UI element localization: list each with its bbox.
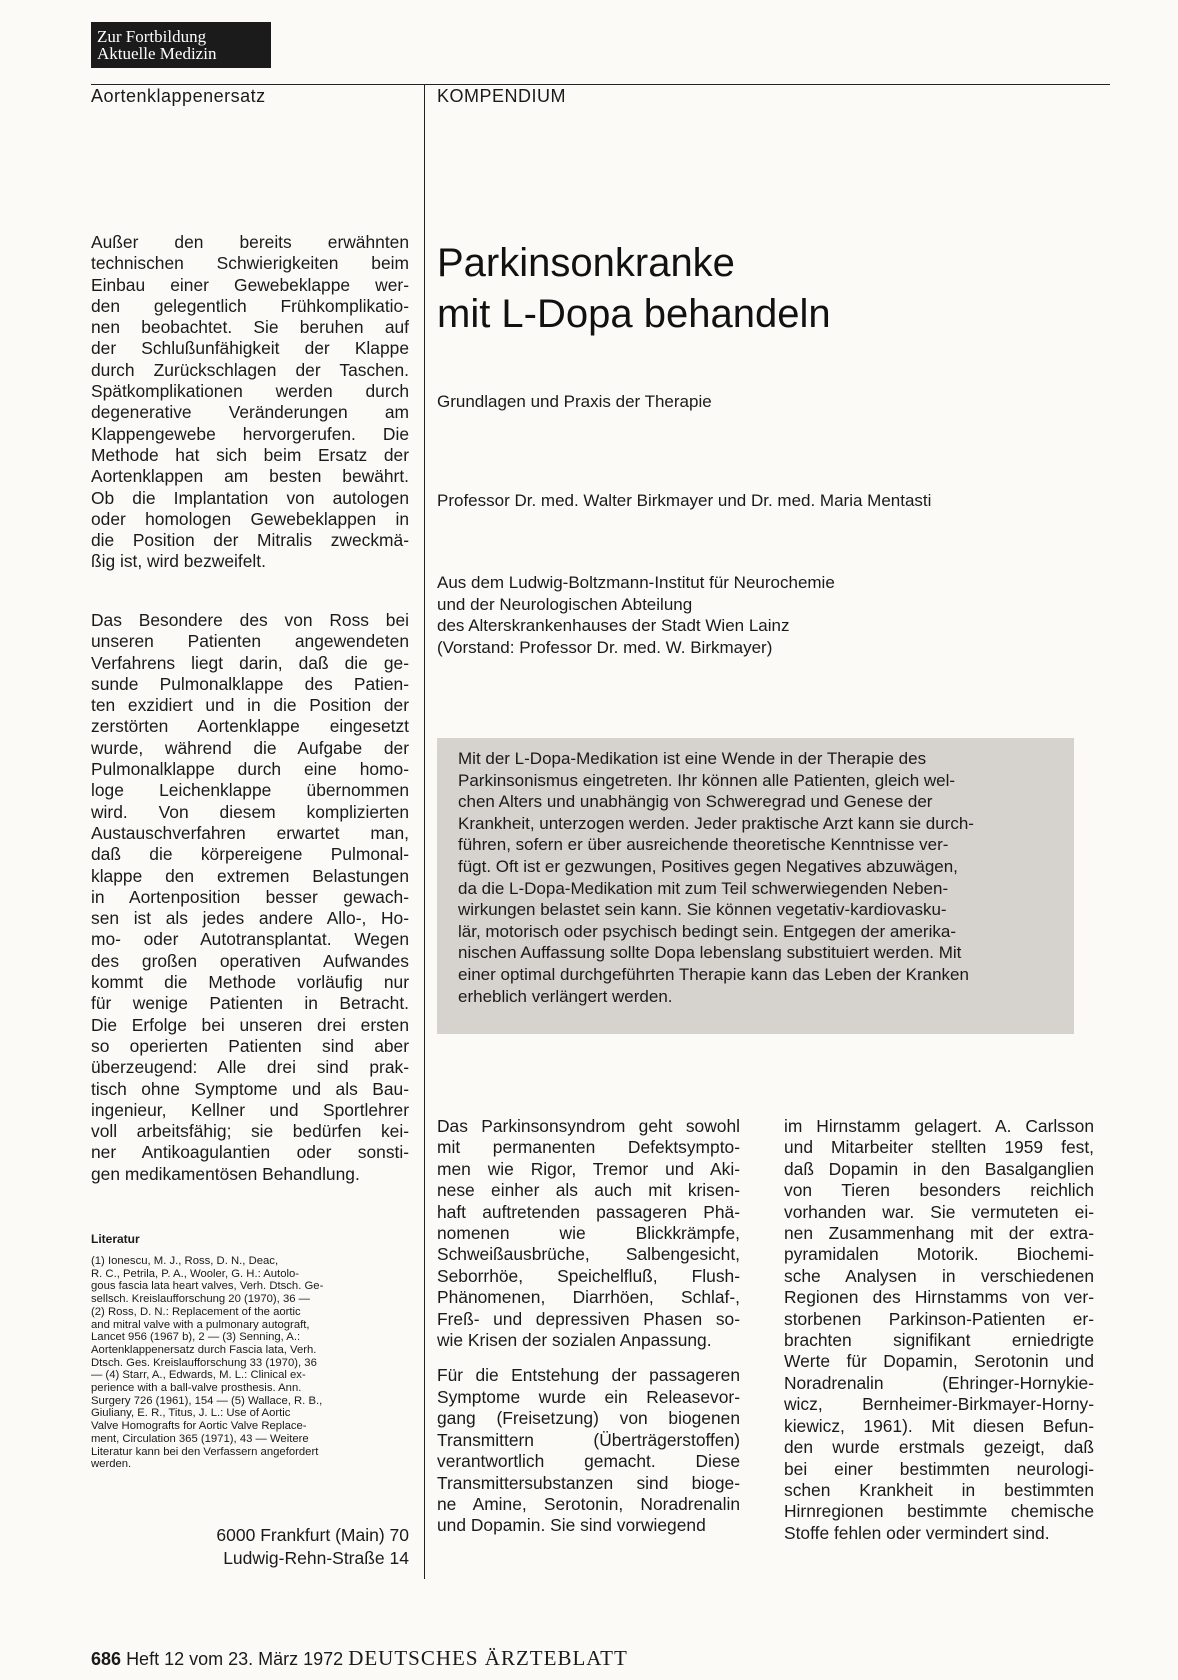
text-line: loge Leichenklappe übernommen <box>91 780 409 801</box>
text-line: Krankheit, unterzogen werden. Jeder praktische Arzt kann sie durch- <box>458 813 974 833</box>
text-line: wie Krisen der sozialen Anpassung. <box>437 1330 712 1351</box>
text-line: daß die körpereigene Pulmonal- <box>91 844 409 865</box>
text-line: nomenen wie Blickkrämpfe, <box>437 1223 740 1244</box>
address-line-2: Ludwig-Rehn-Straße 14 <box>223 1548 409 1568</box>
text-line: ßig ist, wird bezweifelt. <box>91 551 266 572</box>
text-line: (2) Ross, D. N.: Replacement of the aortic <box>91 1305 301 1318</box>
text-line: nen Zusammenhang mit der extra- <box>784 1223 1094 1244</box>
text-line: sellsch. Kreislaufforschung 20 (1970), 36 — <box>91 1293 310 1306</box>
article-authors: Professor Dr. med. Walter Birkmayer und Dr. med. Maria Mentasti <box>437 491 932 510</box>
text-line: degenerative Veränderungen am <box>91 402 409 423</box>
text-line: verantwortlich gemacht. Diese <box>437 1451 740 1472</box>
text-line: den gelegentlich Frühkomplikatio- <box>91 295 409 316</box>
text-line: Werte für Dopamin, Serotonin und <box>784 1351 1094 1372</box>
text-line: Außer den bereits erwähnten <box>91 232 409 252</box>
text-line: Transmittern (Überträgerstoffen) <box>437 1429 740 1450</box>
text-line: sche Analysen in verschiedenen <box>784 1265 1094 1286</box>
text-line: die Position der Mitralis zweckmä- <box>91 530 409 551</box>
text-line: durch Zurückschlagen der Taschen. <box>91 359 409 380</box>
badge-line-1: Zur Fortbildung <box>97 27 207 46</box>
text-line: Regionen des Hirnstamms von ver- <box>784 1287 1094 1308</box>
text-line: technischen Schwierigkeiten beim <box>91 253 409 274</box>
text-line: Valve Homografts for Aortic Valve Replace- <box>91 1420 307 1433</box>
text-line: zerstörten Aortenklappe eingesetzt <box>91 716 409 737</box>
text-line: brachten signifikant erniedrigte <box>784 1330 1094 1351</box>
right-section-label: KOMPENDIUM <box>437 86 567 106</box>
text-line: Verfahrens liegt darin, daß die ge- <box>91 652 409 673</box>
text-line: nischen Auffassung sollte Dopa lebenslang substituiert werden. Mit <box>458 943 962 963</box>
text-line: gen medikamentösen Behandlung. <box>91 1163 360 1184</box>
text-line: und der Neurologischen Abteilung <box>437 594 693 614</box>
text-line: Surgery 726 (1961), 154 — (5) Wallace, R. B., <box>91 1394 323 1407</box>
text-line: wirkungen belastet sein kann. Sie können vegetativ-kardiovasku- <box>458 900 947 920</box>
text-line: und Dopamin. Sie sind vorwiegend <box>437 1515 706 1536</box>
text-line: den wurde erstmals gezeigt, daß <box>784 1437 1094 1458</box>
text-line: ment, Circulation 365 (1971), 43 — Weitere <box>91 1432 309 1445</box>
text-line: Hirnregionen bestimmte chemische <box>784 1501 1094 1522</box>
text-line: klappe den extremen Belastungen <box>91 865 409 886</box>
text-line: in Aortenposition besser gewach- <box>91 886 409 907</box>
journal-name: DEUTSCHES ÄRZTEBLATT <box>348 1646 628 1670</box>
text-line: daß Dopamin in den Basalganglien <box>784 1158 1094 1179</box>
text-line: Stoffe fehlen oder vermindert sind. <box>784 1522 1050 1543</box>
title-line-2: mit L-Dopa behandeln <box>437 292 831 336</box>
text-line: im Hirnstamm gelagert. A. Carlsson <box>784 1116 1094 1136</box>
body-col2-paragraph <box>784 1116 1094 1544</box>
page-number: 686 <box>91 1649 122 1669</box>
body-column-2 <box>784 1116 1094 1544</box>
text-line: ner Antikoagulantien oder sonsti- <box>91 1142 409 1163</box>
text-line: and mitral valve with a pulmonary autograft, <box>91 1318 310 1331</box>
text-line: kiewicz, 1961). Mit diesen Befun- <box>784 1415 1094 1436</box>
article-institute <box>437 572 835 658</box>
text-line: Transmittersubstanzen sind bioge- <box>437 1472 740 1493</box>
text-line: Giuliany, E. R., Titus, J. L.: Use of Aortic <box>91 1407 291 1420</box>
text-line: gous fascia lata heart valves, Verh. Dtsch. Ge- <box>91 1280 324 1293</box>
text-line: Aortenklappen am besten bewährt. <box>91 466 409 487</box>
section-badge <box>91 22 271 68</box>
badge-line-2: Aktuelle Medizin <box>97 44 217 63</box>
address-line-1: 6000 Frankfurt (Main) 70 <box>216 1525 409 1545</box>
text-line: Symptome wurde ein Releasevor- <box>437 1386 740 1407</box>
article-title <box>437 238 831 340</box>
text-line: (1) Ionescu, M. J., Ross, D. N., Deac, <box>91 1255 279 1267</box>
text-line: haft auftretenden passageren Phä- <box>437 1201 740 1222</box>
text-line: ne Amine, Serotonin, Noradrenalin <box>437 1493 740 1514</box>
text-line: Mit der L-Dopa-Medikation ist eine Wende in der Therapie des <box>458 749 927 768</box>
text-line: sen ist als jedes andere Allo-, Ho- <box>91 908 409 929</box>
page-footer <box>91 1646 628 1671</box>
text-line: oder homologen Gewebeklappen in <box>91 508 409 529</box>
body-col1-paragraph-2 <box>437 1365 740 1536</box>
abstract-text <box>458 748 1068 1007</box>
abstract-box <box>437 738 1074 1034</box>
text-line: Für die Entstehung der passageren <box>437 1365 740 1386</box>
body-column-1 <box>437 1116 740 1537</box>
text-line: chen Alters und unabhängig von Schweregrad und Genese der <box>458 792 933 812</box>
text-line: Schweißausbrüche, Salbengesicht, <box>437 1244 740 1265</box>
text-line: von Tieren besonders reichlich <box>784 1180 1094 1201</box>
text-line: Freß- und depressiven Phasen so- <box>437 1308 740 1329</box>
text-line: Seborrhöe, Speichelfluß, Flush- <box>437 1265 740 1286</box>
text-line: men wie Rigor, Tremor und Aki- <box>437 1158 740 1179</box>
text-line: Literatur kann bei den Verfassern angefordert <box>91 1445 319 1458</box>
text-line: Die Erfolge bei unseren drei ersten <box>91 1014 409 1035</box>
left-paragraph-1 <box>91 232 409 573</box>
text-line: Aortenklappenersatz durch Fascia lata, Verh. <box>91 1343 317 1356</box>
text-line: mit permanenten Defektsympto- <box>437 1137 740 1158</box>
text-line: wurde, während die Aufgabe der <box>91 737 409 758</box>
text-line: Phänomenen, Diarrhöen, Schlaf-, <box>437 1287 740 1308</box>
text-line: unseren Patienten angewendeten <box>91 631 409 652</box>
text-line: perience with a ball-valve prosthesis. Ann. <box>91 1382 302 1395</box>
text-line: des Alterskrankenhauses der Stadt Wien Lainz <box>437 616 790 635</box>
article-subtitle: Grundlagen und Praxis der Therapie <box>437 392 712 411</box>
text-line: so operierten Patienten sind aber <box>91 1035 409 1056</box>
text-line: wird. Von diesem komplizierten <box>91 801 409 822</box>
text-line: für wenige Patienten in Betracht. <box>91 993 409 1014</box>
left-paragraph-2 <box>91 610 409 1185</box>
text-line: gang (Freisetzung) von biogenen <box>437 1408 740 1429</box>
text-line: Einbau einer Gewebeklappe wer- <box>91 274 409 295</box>
literature-heading: Literatur <box>91 1232 140 1246</box>
text-line: nen beobachtet. Sie beruhen auf <box>91 317 409 338</box>
text-line: da die L-Dopa-Medikation mit zum Teil schwerwiegenden Neben- <box>458 878 949 898</box>
text-line: storbenen Parkinson-Patienten er- <box>784 1308 1094 1329</box>
text-line: Parkinsonismus eingetreten. Ihr können alle Patienten, gleich wel- <box>458 770 956 790</box>
text-line: tisch ohne Symptome und als Bau- <box>91 1078 409 1099</box>
text-line: Aus dem Ludwig-Boltzmann-Institut für Neurochemie <box>437 573 835 592</box>
text-line: des großen operativen Aufwandes <box>91 950 409 971</box>
header-rule <box>91 84 1110 85</box>
text-line: Das Besondere des von Ross bei <box>91 610 409 630</box>
text-line: Dtsch. Ges. Kreislaufforschung 33 (1970), 36 <box>91 1356 317 1369</box>
author-address <box>188 1524 409 1570</box>
left-section-label: Aortenklappenersatz <box>91 86 266 106</box>
text-line: Das Parkinsonsyndrom geht sowohl <box>437 1116 740 1136</box>
text-line: R. C., Petrila, P. A., Wooler, G. H.: Autolo- <box>91 1267 300 1280</box>
text-line: und Mitarbeiter stellten 1959 fest, <box>784 1137 1094 1158</box>
text-line: lär, motorisch oder psychisch bedingt sein. Entgegen der amerika- <box>458 921 956 941</box>
text-line: pyramidalen Motorik. Biochemi- <box>784 1244 1094 1265</box>
text-line: der Schlußunfähigkeit der Klappe <box>91 338 409 359</box>
text-line: ten exzidiert und in die Position der <box>91 695 409 716</box>
text-line: schen Krankheit in bestimmten <box>784 1479 1094 1500</box>
text-line: — (4) Starr, A., Edwards, M. L.: Clinical ex- <box>91 1369 306 1382</box>
text-line: Spätkomplikationen werden durch <box>91 381 409 402</box>
text-line: werden. <box>91 1458 132 1471</box>
body-col1-paragraph-1 <box>437 1116 740 1351</box>
text-line: Austauschverfahren erwartet man, <box>91 822 409 843</box>
text-line: wicz, Bernheimer-Birkmayer-Horny- <box>784 1394 1094 1415</box>
text-line: Noradrenalin (Ehringer-Hornykie- <box>784 1372 1094 1393</box>
text-line: Ob die Implantation von autologen <box>91 487 409 508</box>
text-line: ingenieur, Kellner und Sportlehrer <box>91 1099 409 1120</box>
text-line: mo- oder Autotransplantat. Wegen <box>91 929 409 950</box>
text-line: kommt die Methode vorläufig nur <box>91 972 409 993</box>
text-line: führen, sofern er über ausreichende theoretische Kenntnisse ver- <box>458 835 949 855</box>
text-line: bei einer bestimmten neurologi- <box>784 1458 1094 1479</box>
text-line: sunde Pulmonalklappe des Patien- <box>91 673 409 694</box>
text-line: vorhanden war. Sie vermuteten ei- <box>784 1201 1094 1222</box>
text-line: nese einher als auch mit krisen- <box>437 1180 740 1201</box>
text-line: Methode hat sich beim Ersatz der <box>91 444 409 465</box>
text-line: fügt. Oft ist er gezwungen, Positives gegen Negatives abzuwägen, <box>458 856 958 876</box>
issue-info: Heft 12 vom 23. März 1972 <box>126 1649 344 1669</box>
text-line: einer optimal durchgeführten Therapie kann das Leben der Kranken <box>458 964 969 984</box>
literature-list <box>91 1255 409 1471</box>
text-line: Klappengewebe hervorgerufen. Die <box>91 423 409 444</box>
column-divider <box>424 84 425 1579</box>
text-line: Pulmonalklappe durch eine homo- <box>91 759 409 780</box>
text-line: (Vorstand: Professor Dr. med. W. Birkmayer) <box>437 637 773 657</box>
text-line: erheblich verlängert werden. <box>458 986 673 1006</box>
title-line-1: Parkinsonkranke <box>437 241 735 285</box>
text-line: überzeugend: Alle drei sind prak- <box>91 1057 409 1078</box>
text-line: voll arbeitsfähig; sie bedürfen kei- <box>91 1121 409 1142</box>
text-line: Lancet 956 (1967 b), 2 — (3) Senning, A.: <box>91 1331 301 1344</box>
